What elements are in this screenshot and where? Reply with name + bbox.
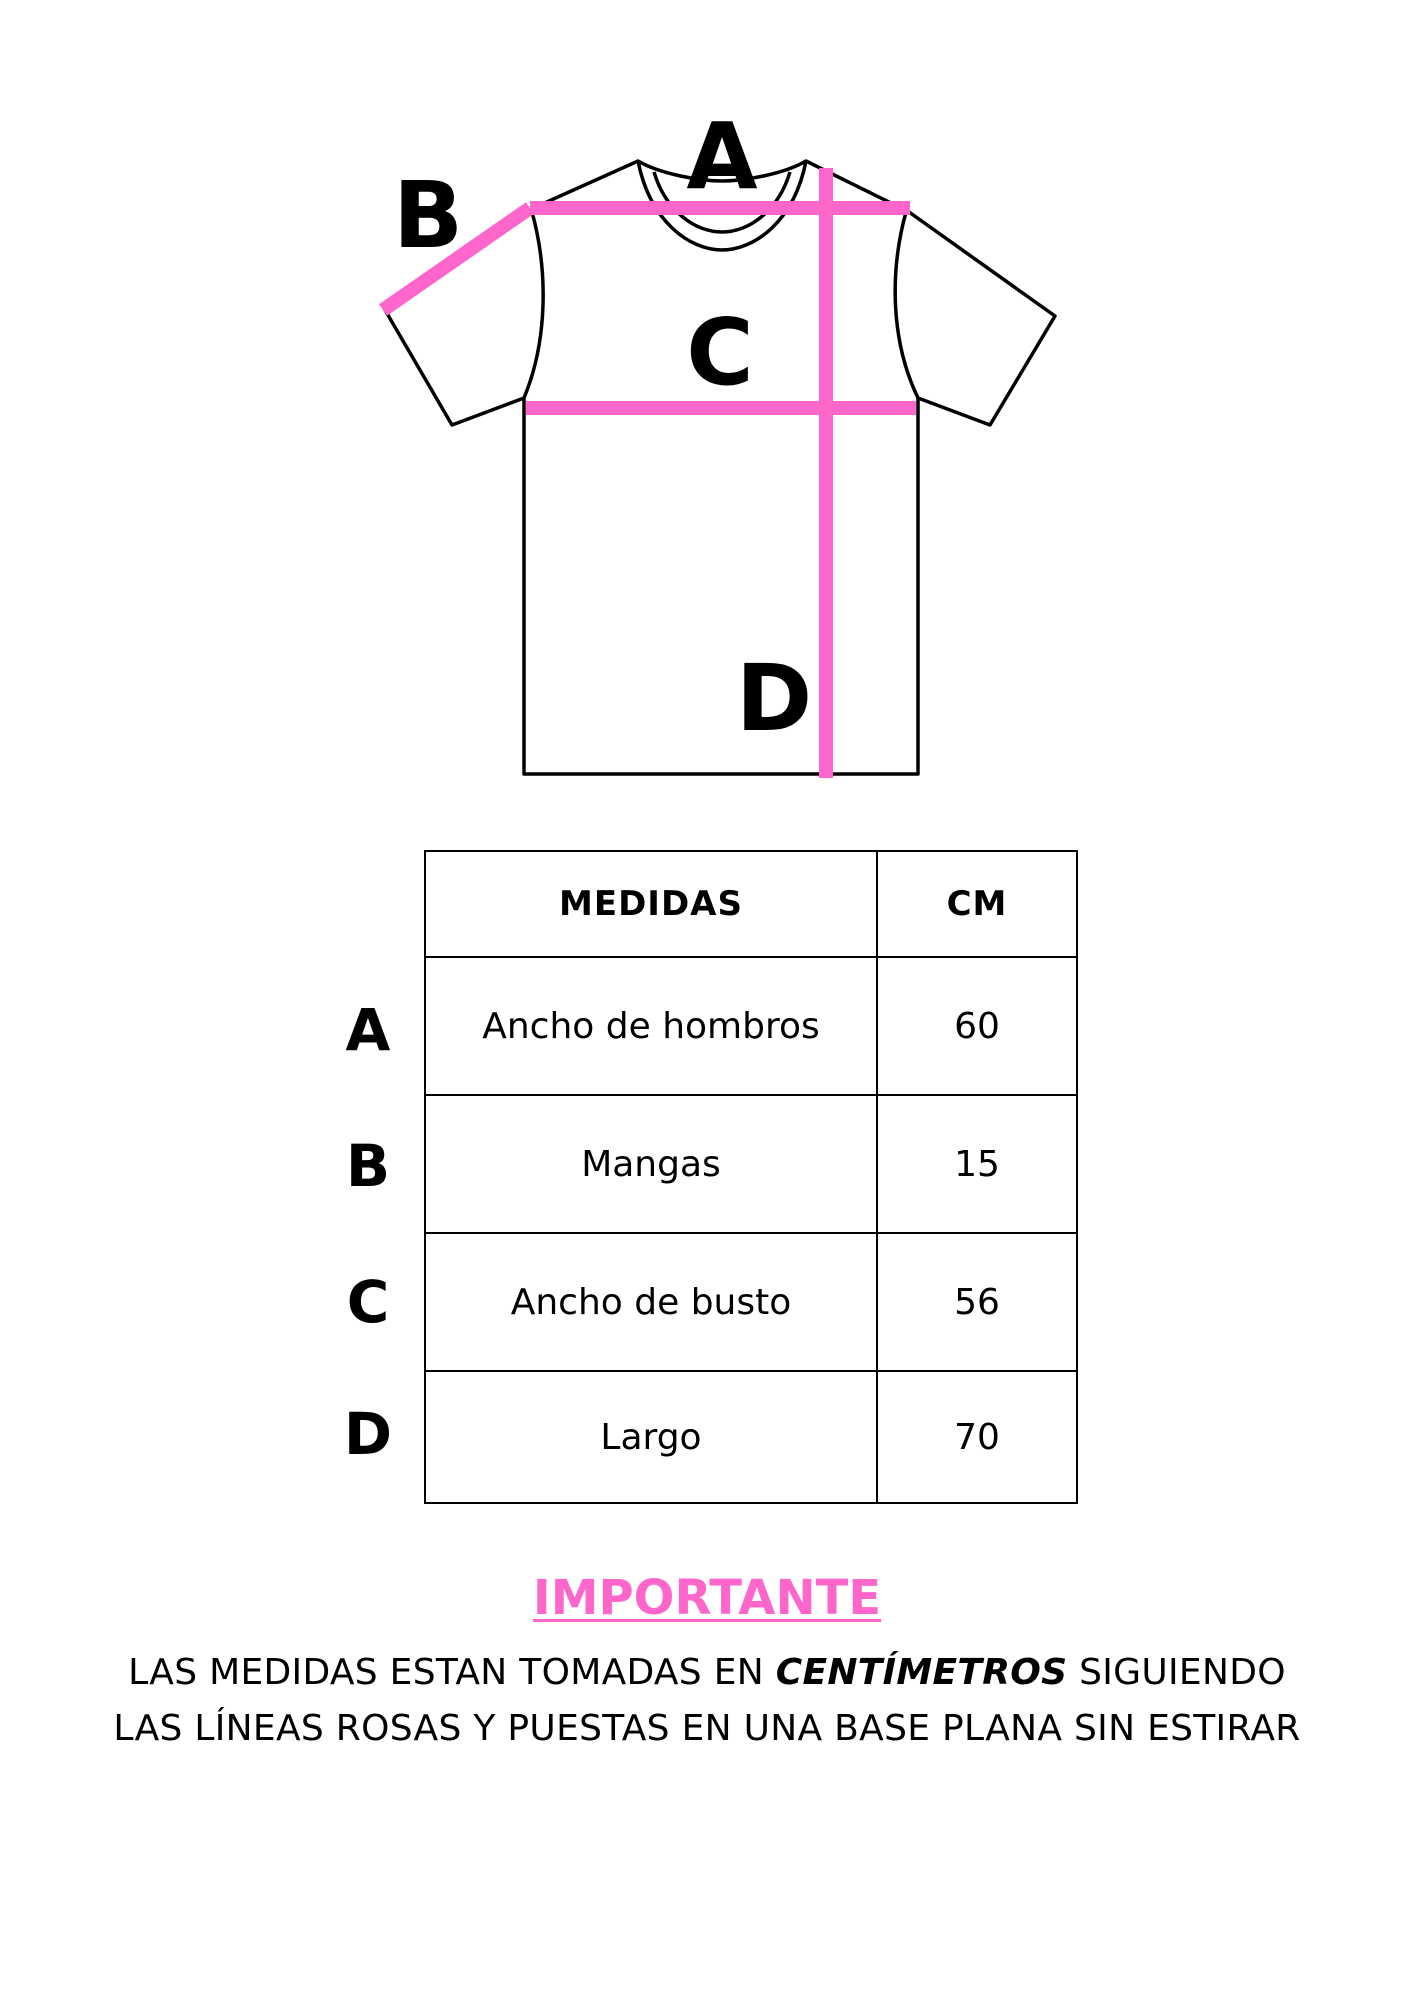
row-name: Ancho de busto	[425, 1233, 877, 1371]
notice-line-1	[0, 1652, 1414, 1693]
table-row	[425, 957, 1077, 1095]
table-header-row	[425, 851, 1077, 957]
left-armhole-seam	[524, 212, 543, 398]
table-row	[425, 1095, 1077, 1233]
notice-title: IMPORTANTE	[532, 1570, 882, 1626]
row-name: Ancho de hombros	[425, 957, 877, 1095]
diagram-label-d: D	[735, 645, 813, 752]
size-table	[424, 850, 1078, 1504]
tshirt-diagram	[0, 0, 1414, 820]
notice-line-1-end: SIGUIENDO	[1067, 1652, 1286, 1693]
row-name: Largo	[425, 1371, 877, 1503]
row-letter-d: D	[343, 1400, 393, 1468]
notice-line-1-start: LAS MEDIDAS ESTAN TOMADAS EN	[128, 1652, 776, 1693]
notice-line-2: LAS LÍNEAS ROSAS Y PUESTAS EN UNA BASE PLANA SIN ESTIRAR	[113, 1708, 1301, 1749]
header-medidas: MEDIDAS	[425, 851, 877, 957]
row-name: Mangas	[425, 1095, 877, 1233]
row-letter-a: A	[345, 996, 391, 1064]
diagram-label-a: A	[686, 103, 758, 210]
table-row	[425, 1371, 1077, 1503]
diagram-label-b: B	[392, 162, 464, 269]
row-value: 70	[877, 1371, 1077, 1503]
notice-emphasis-centimetros: CENTÍMETROS	[775, 1652, 1068, 1693]
row-value: 15	[877, 1095, 1077, 1233]
row-value: 60	[877, 957, 1077, 1095]
table-row	[425, 1233, 1077, 1371]
tshirt-body-outline	[385, 161, 1055, 774]
header-cm: CM	[877, 851, 1077, 957]
right-armhole-seam	[895, 212, 918, 398]
row-letter-c: C	[346, 1268, 390, 1336]
row-letter-b: B	[345, 1132, 391, 1200]
tshirt-outline	[385, 161, 1055, 774]
size-table-container	[424, 850, 1076, 1504]
row-value: 56	[877, 1233, 1077, 1371]
diagram-label-c: C	[686, 299, 754, 406]
